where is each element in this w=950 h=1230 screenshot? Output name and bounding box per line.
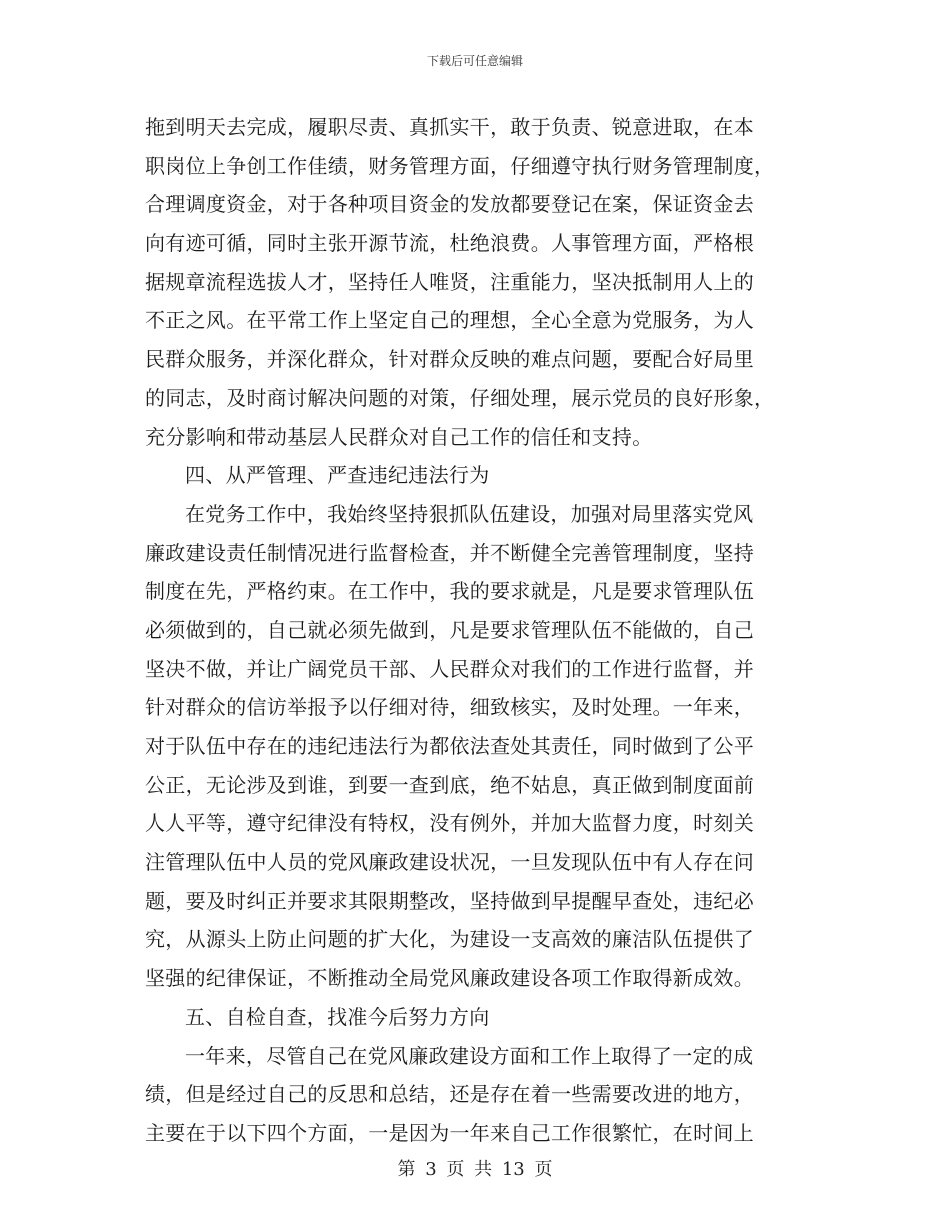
text-line: 对于队伍中存在的违纪违法行为都依法查处其责任，同时做到了公平	[145, 734, 754, 758]
text-line: 四、从严管理、严查违纪违法行为	[185, 463, 490, 488]
text-line: 向有迹可循，同时主张开源节流，杜绝浪费。人事管理方面，严格根	[145, 231, 754, 256]
text-line: 究，从源头上防止问题的扩大化，为建设一支高效的廉洁队伍提供了	[145, 927, 754, 952]
text-line: 拖到明天去完成，履职尽责、真抓实干，敢于负责、锐意进取，在本	[145, 115, 754, 139]
text-line: 民群众服务，并深化群众，针对群众反映的难点问题，要配合好局里	[145, 347, 754, 372]
text-line: 不正之风。在平常工作上坚定自己的理想，全心全意为党服务，为人	[145, 308, 754, 333]
text-line: 合理调度资金，对于各种项目资金的发放都要登记在案，保证资金去	[145, 192, 754, 217]
text-line: 注管理队伍中人员的党风廉政建设状况，一旦发现队伍中有人存在问	[145, 850, 754, 875]
text-line: 充分影响和带动基层人民群众对自己工作的信任和支持。	[145, 424, 653, 449]
document-body	[145, 108, 805, 1153]
page-number-footer: 第 3 页 共 13 页	[397, 1159, 553, 1180]
text-line: 主要在于以下四个方面，一是因为一年来自己工作很繁忙，在时间上	[145, 1120, 754, 1145]
text-line: 据规章流程选拔人才，坚持任人唯贤，注重能力，坚决抵制用人上的	[145, 269, 754, 294]
text-line: 必须做到的，自己就必须先做到，凡是要求管理队伍不能做的，自己	[145, 617, 754, 642]
text-line: 题，要及时纠正并要求其限期整改，坚持做到早提醒早查处，违纪必	[145, 888, 754, 913]
text-line: 绩，但是经过自己的反思和总结，还是存在着一些需要改进的地方，	[145, 1082, 754, 1107]
text-line: 坚强的纪律保证，不断推动全局党风廉政建设各项工作取得新成效。	[145, 966, 754, 991]
text-line: 一年来，尽管自己在党风廉政建设方面和工作上取得了一定的成	[185, 1043, 754, 1068]
text-line: 针对群众的信访举报予以仔细对待，细致核实，及时处理。一年来，	[145, 695, 754, 720]
text-line: 五、自检自查，找准今后努力方向	[185, 1004, 490, 1029]
text-line: 制度在先，严格约束。在工作中，我的要求就是，凡是要求管理队伍	[145, 579, 754, 604]
text-line: 职岗位上争创工作佳绩，财务管理方面，仔细遵守执行财务管理制度，	[145, 153, 775, 178]
page-header-note: 下载后可任意编辑	[426, 54, 523, 68]
text-line: 在党务工作中，我始终坚持狠抓队伍建设，加强对局里落实党风	[185, 501, 754, 526]
text-line: 人人平等，遵守纪律没有特权，没有例外，并加大监督力度，时刻关	[145, 811, 754, 836]
text-line: 廉政建设责任制情况进行监督检查，并不断健全完善管理制度，坚持	[145, 540, 754, 565]
text-line: 公正，无论涉及到谁，到要一查到底，绝不姑息，真正做到制度面前	[145, 772, 754, 797]
text-line: 的同志，及时商讨解决问题的对策，仔细处理，展示党员的良好形象，	[145, 385, 775, 410]
text-line: 坚决不做，并让广阔党员干部、人民群众对我们的工作进行监督，并	[145, 656, 754, 681]
